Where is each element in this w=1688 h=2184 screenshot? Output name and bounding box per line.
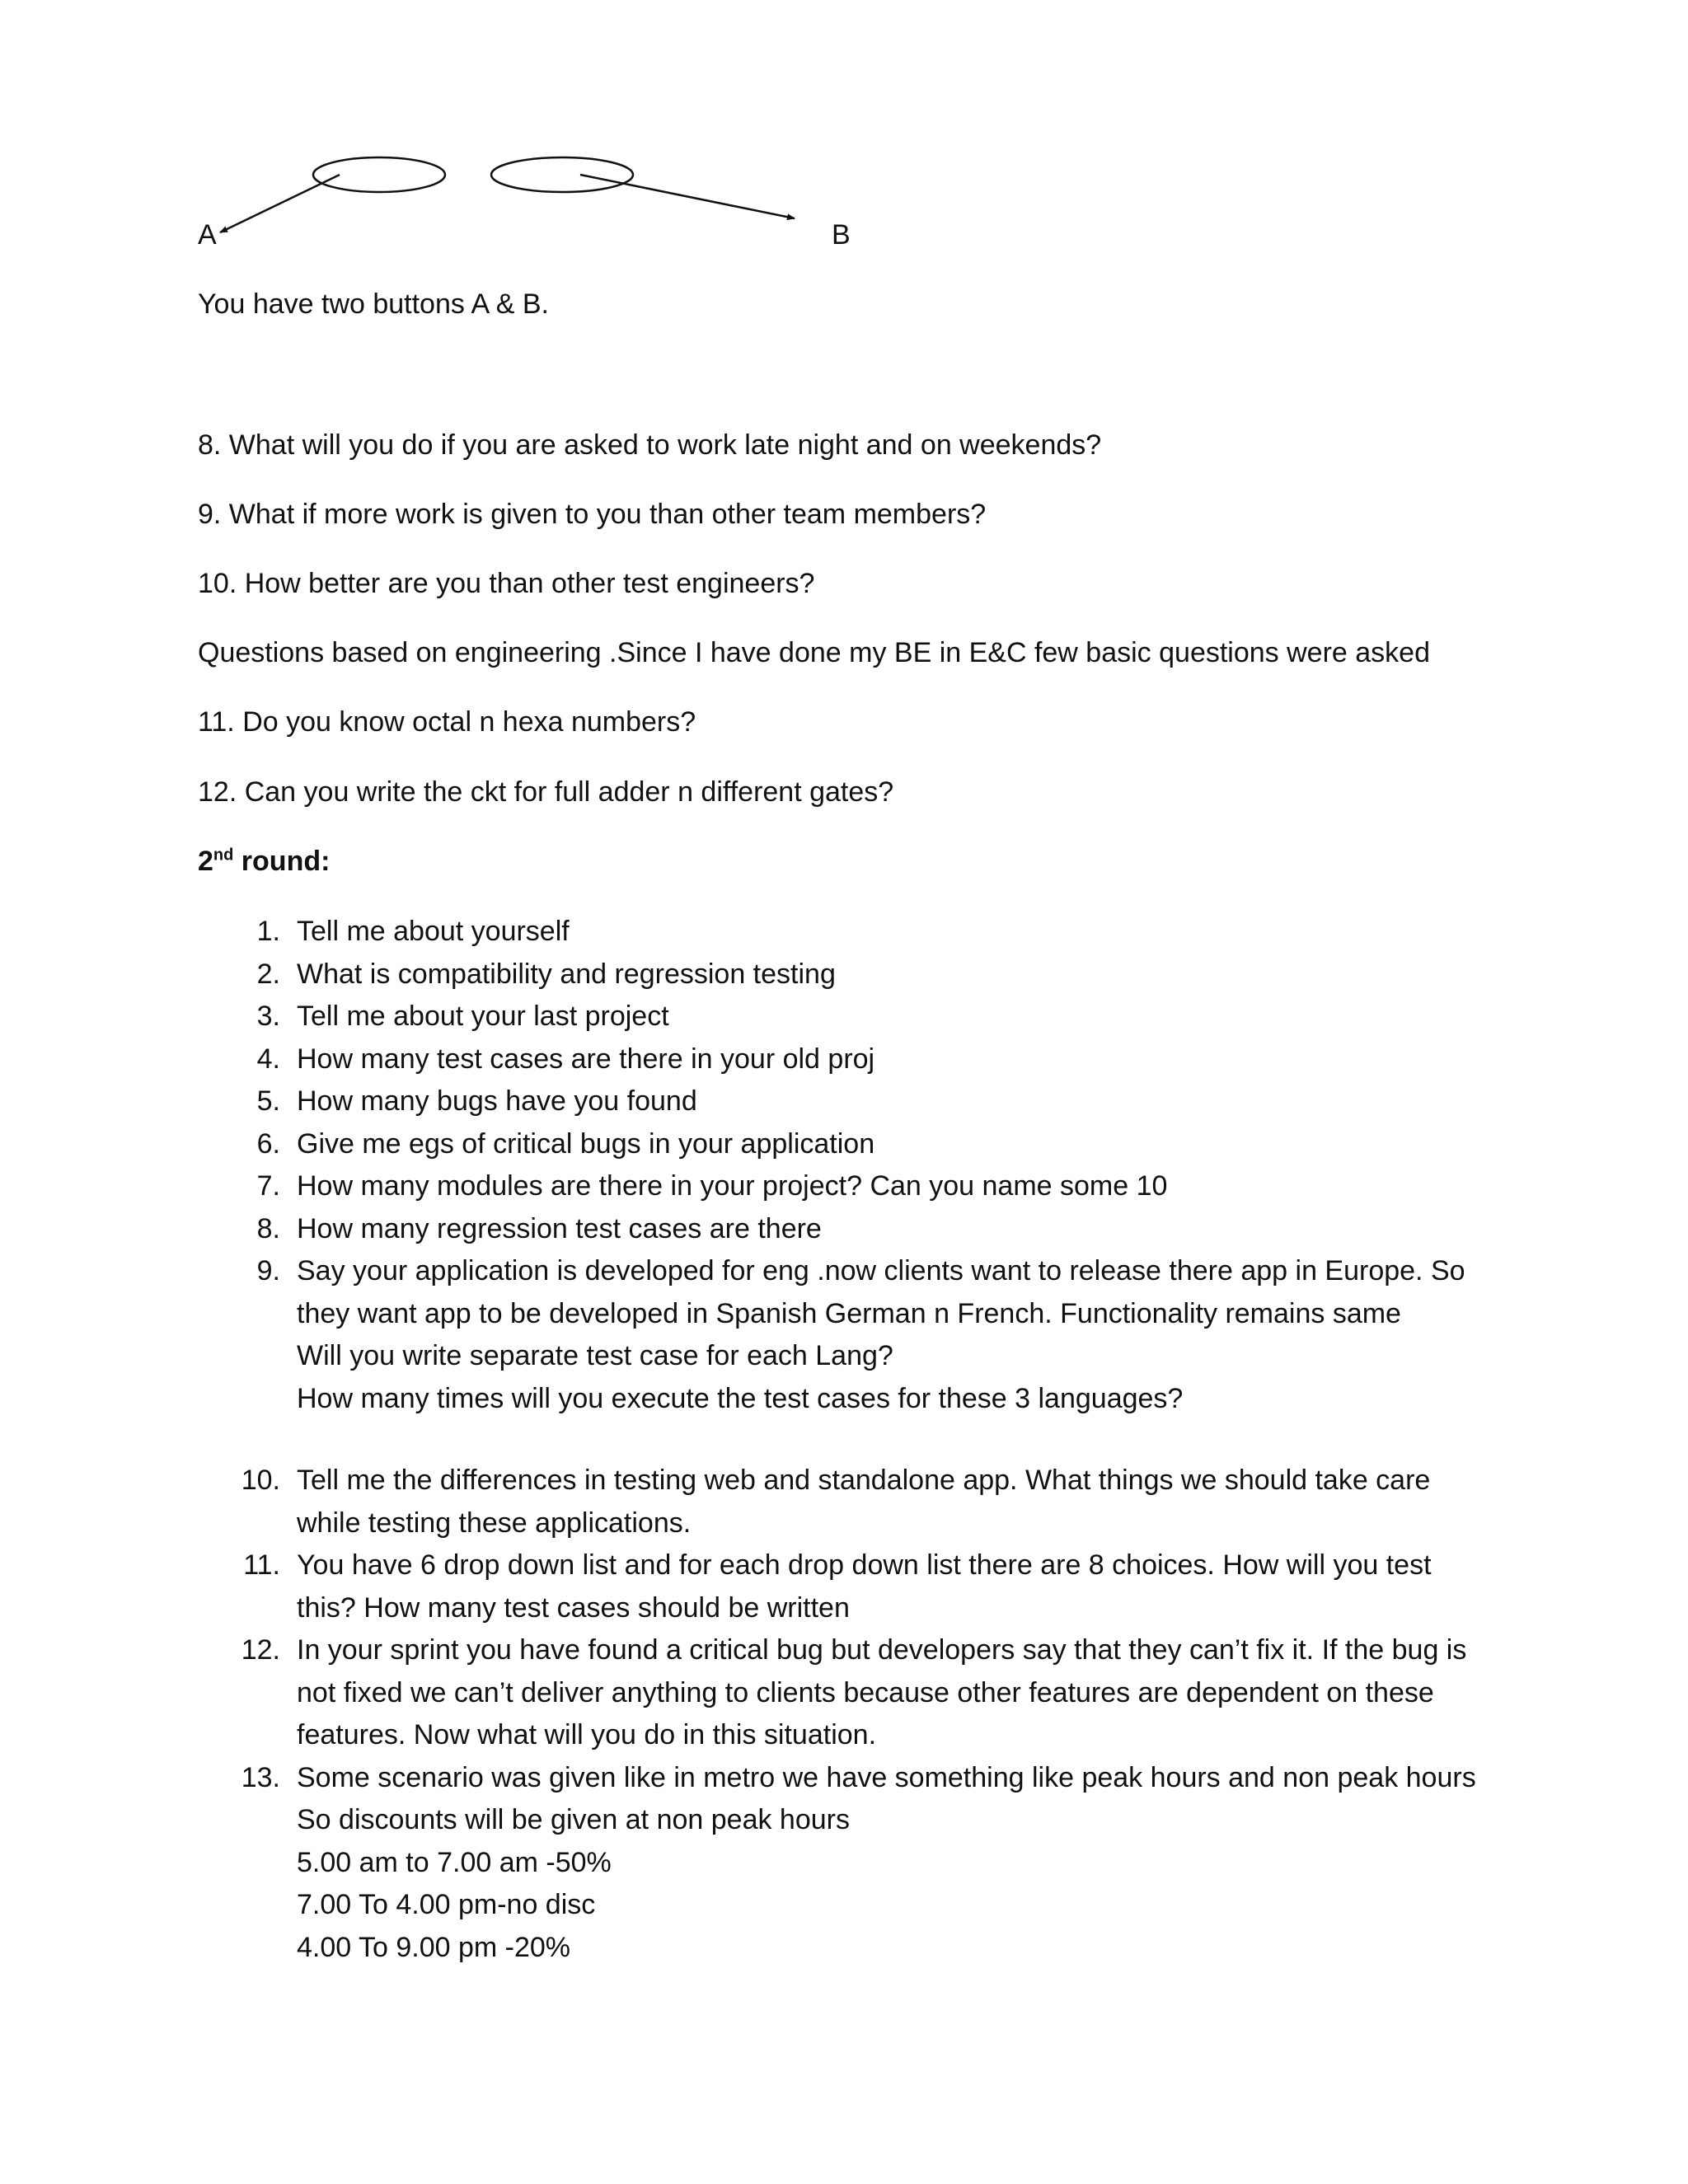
- round-2-questions: [198, 911, 1484, 1969]
- list-item-line: How many test cases are there in your old proj: [297, 1043, 875, 1075]
- list-item-line: 5.00 am to 7.00 am -50%: [297, 1846, 612, 1878]
- list-item-number: 8.: [256, 1212, 280, 1244]
- list-item: [198, 1757, 1484, 1970]
- list-item-line: How many modules are there in your project? Can you name some 10: [297, 1170, 1168, 1202]
- list-item: [198, 1250, 1484, 1420]
- list-item-line: How many times will you execute the test cases for these 3 languages?: [297, 1382, 1184, 1414]
- question-10: 10. How better are you than other test engineers?: [198, 568, 815, 599]
- list-item: [198, 1038, 1484, 1081]
- list-item-line: while testing these applications.: [297, 1507, 692, 1539]
- list-item-line: Tell me about your last project: [297, 1001, 669, 1032]
- list-item-number: 12.: [241, 1634, 280, 1666]
- question-11: 11. Do you know octal n hexa numbers?: [198, 706, 696, 738]
- list-item-line: Will you write separate test case for each Lang?: [297, 1340, 893, 1371]
- button-a-ellipse: [313, 157, 445, 192]
- list-item-number: 1.: [256, 916, 280, 947]
- list-item-line: 4.00 To 9.00 pm -20%: [297, 1931, 571, 1963]
- list-item-number: 2.: [256, 958, 280, 990]
- list-item-line: Some scenario was given like in metro we have something like peak hours and non peak hours: [297, 1761, 1476, 1793]
- list-item-number: 11.: [243, 1549, 280, 1581]
- button-b-ellipse: [491, 157, 633, 192]
- list-item-number: 7.: [256, 1170, 280, 1202]
- arrow-to-a: [220, 175, 340, 232]
- list-item: [198, 996, 1484, 1038]
- list-item-line: What is compatibility and regression testing: [297, 958, 836, 990]
- round-2-heading: [198, 843, 330, 879]
- list-item: [198, 1544, 1484, 1629]
- list-item-line: Tell me about yourself: [297, 916, 570, 947]
- list-item: [198, 1123, 1484, 1166]
- list-item-line: not fixed we can’t deliver anything to clients because other features are dependent on these: [297, 1676, 1434, 1708]
- list-item-number: 4.: [256, 1043, 280, 1075]
- list-item-line: How many bugs have you found: [297, 1085, 697, 1117]
- list-item-line: You have 6 drop down list and for each drop down list there are 8 choices. How will you test: [297, 1549, 1432, 1581]
- list-item-line: this? How many test cases should be written: [297, 1591, 850, 1624]
- list-item: [198, 954, 1484, 996]
- list-item-line: Say your application is developed for eng .now clients want to release there app in Europe. So: [297, 1255, 1465, 1286]
- list-item-line: they want app to be developed in Spanish German n French. Functionality remains same: [297, 1297, 1401, 1329]
- list-item-number: 9.: [256, 1255, 280, 1286]
- list-item: [198, 1165, 1484, 1208]
- round-2-label: round:: [233, 846, 331, 877]
- list-item-number: 13.: [241, 1761, 280, 1793]
- list-item-line: So discounts will be given at non peak hours: [297, 1804, 850, 1835]
- engineering-note: Questions based on engineering .Since I have done my BE in E&C few basic questions were asked: [198, 637, 1430, 668]
- label-a: A: [198, 219, 217, 251]
- list-item-line: Give me egs of critical bugs in your application: [297, 1127, 875, 1160]
- list-item-line: Tell me the differences in testing web and standalone app. What things we should take care: [297, 1465, 1431, 1496]
- list-item-number: 5.: [256, 1085, 280, 1117]
- list-item-line: How many regression test cases are there: [297, 1212, 822, 1244]
- list-item-number: 3.: [256, 1001, 280, 1032]
- round-2-number: 2: [198, 846, 213, 877]
- list-item-number: 6.: [256, 1127, 280, 1160]
- question-8: 8. What will you do if you are asked to work late night and on weekends?: [198, 429, 1102, 461]
- question-12: 12. Can you write the ckt for full adder n different gates?: [198, 776, 894, 808]
- list-item: [198, 1460, 1484, 1544]
- list-item-line: features. Now what will you do in this situation.: [297, 1719, 877, 1750]
- list-item: [198, 1629, 1484, 1757]
- round-2-suffix: nd: [213, 846, 234, 865]
- list-item-line: 7.00 To 4.00 pm-no disc: [297, 1889, 596, 1920]
- intro-text: You have two buttons A & B.: [198, 288, 549, 320]
- buttons-diagram: [0, 0, 1688, 264]
- list-item: [198, 911, 1484, 954]
- list-item: [198, 1208, 1484, 1251]
- list-item-number: 10.: [241, 1465, 280, 1496]
- list-item: [198, 1080, 1484, 1123]
- label-b: B: [832, 219, 851, 251]
- list-item-line: In your sprint you have found a critical bug but developers say that they can’t fix it. If the bug is: [297, 1634, 1467, 1666]
- list-spacer: [198, 1420, 1484, 1460]
- question-9: 9. What if more work is given to you than other team members?: [198, 499, 987, 530]
- arrow-to-b: [580, 175, 795, 218]
